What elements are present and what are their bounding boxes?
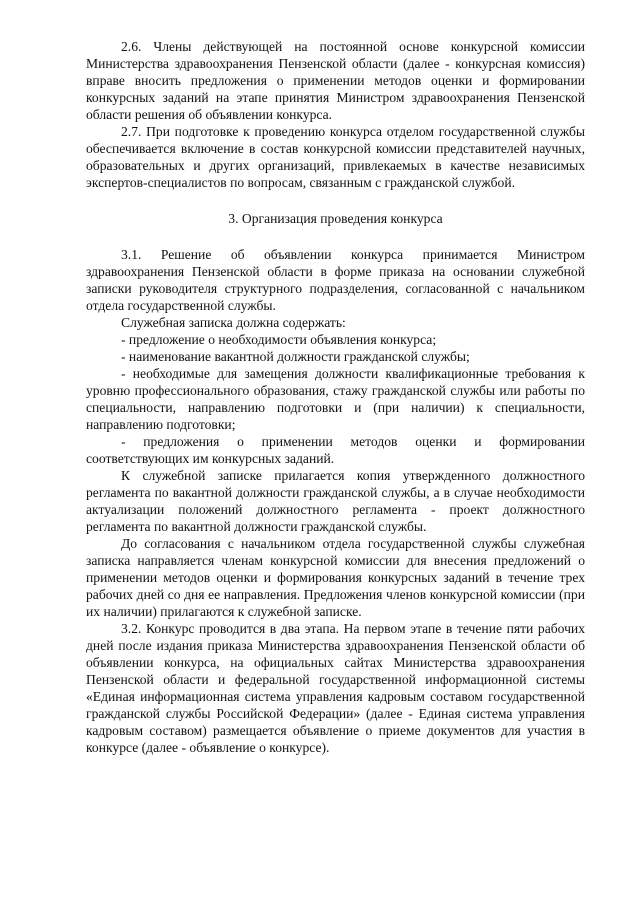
paragraph-3-2: 3.2. Конкурс проводится в два этапа. На первом этапе в течение пяти рабочих дней после издания приказа Министерства здравоохранения Пензенской области об объявлении конкурса, на официальных сайтах Министерства здравоохранения Пензенской области и федеральной государственной информационной системы «Единая информационная система управления кадровым составом государственной гражданской службы Российской Федерации» (далее - Единая система управления кадровым составом) размещается объявление о приеме документов для участия в конкурсе (далее - объявление о конкурсе). <box>86 621 585 755</box>
list-item: - предложения о применении методов оценки и формировании соответствующих им конкурсных заданий. <box>86 434 585 466</box>
list-item: - необходимые для замещения должности квалификационные требования к уровню профессионального образования, стажу гражданской службы или работы по специальности, направлению подготовки и (при наличии) к специальности, направлению подготовки; <box>86 366 585 432</box>
list-item: - наименование вакантной должности гражданской службы; <box>121 349 470 364</box>
paragraph-2-7: 2.7. При подготовке к проведению конкурса отделом государственной службы обеспечивается включение в состав конкурсной комиссии представителей научных, образовательных и других организаций, привлекаемых в качестве независимых экспертов-специалистов по вопросам, связанным с гражданской службой. <box>86 124 585 190</box>
memo-requirements-intro: Служебная записка должна содержать: <box>121 315 346 330</box>
section-heading: 3. Организация проведения конкурса <box>228 211 443 226</box>
paragraph-approval: До согласования с начальником отдела государственной службы служебная записка направляется членам конкурсной комиссии для внесения предложений о применении методов оценки и формирования конкурсных заданий в течение трех рабочих дней со дня ее направления. Предложения членов конкурсной комиссии (при их наличии) прилагаются к служебной записке. <box>86 536 585 619</box>
list-item: - предложение о необходимости объявления конкурса; <box>121 332 437 347</box>
paragraph-3-1: 3.1. Решение об объявлении конкурса принимается Министром здравоохранения Пензенской области в форме приказа на основании служебной записки руководителя структурного подразделения, согласованной с начальником отдела государственной службы. <box>86 247 585 313</box>
document-page <box>86 38 585 756</box>
paragraph-attachment: К служебной записке прилагается копия утвержденного должностного регламента по вакантной должности гражданской службы, а в случае необходимости актуализации положений должностного регламента - проект должностного регламента по вакантной должности гражданской службы. <box>86 468 585 534</box>
paragraph-2-6: 2.6. Члены действующей на постоянной основе конкурсной комиссии Министерства здравоохранения Пензенской области (далее - конкурсная комиссия) вправе вносить предложения о применении методов оценки и формировании конкурсных заданий на этапе принятия Министром здравоохранения Пензенской области решения об объявлении конкурса. <box>86 39 585 122</box>
